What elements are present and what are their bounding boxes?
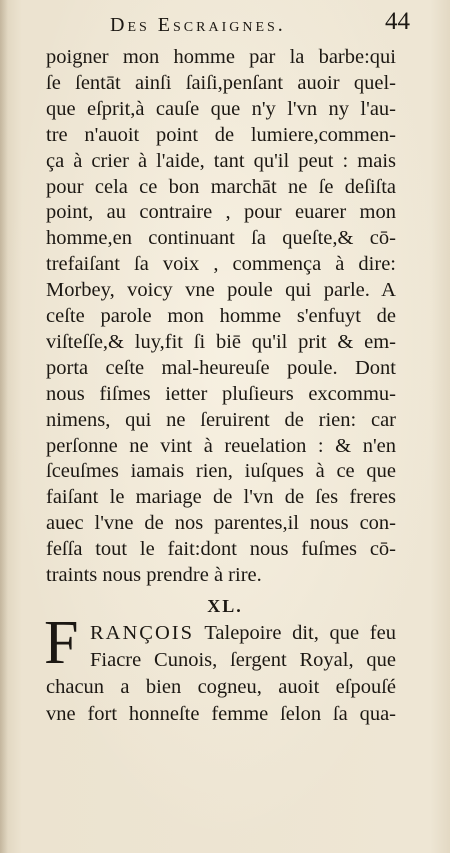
body-line: trefaiſant ſa voix , commença à dire: [46, 253, 396, 276]
page-number: 44 [385, 8, 410, 35]
section-opening-small-caps: RANÇOIS [90, 622, 194, 644]
running-head [110, 4, 410, 38]
section-line: Fiacre Cunois, ſergent Royal, que [90, 649, 396, 671]
body-line: que eſprit,à cauſe que n'y l'vn ny l'au- [46, 97, 396, 120]
body-line: ça à crier à l'aide, tant qu'il peut : mais [46, 149, 396, 172]
section-line-first [90, 620, 396, 647]
body-line: faiſant le mariage de l'vn de ſes freres [46, 486, 396, 509]
body-line: ceſte parole mon homme s'enfuyt de [46, 305, 396, 327]
body-line: tre n'auoit point de lumiere,commen- [46, 123, 396, 146]
body-line: homme,en continuant ſa queſte,& cō- [46, 227, 396, 250]
body-line: perſonne ne vint à reuelation : & n'en [46, 434, 396, 457]
section-number: XL. [207, 596, 243, 616]
body-line: nous fiſmes ietter pluſieurs excommu- [46, 382, 396, 405]
body-line: nimens, qui ne ſeruirent de rien: car [46, 408, 396, 431]
body-line: feſſa tout le fait:dont nous fuſmes cō- [46, 538, 396, 561]
body-line: point, au contraire , pour euarer mon [46, 201, 396, 224]
section-line: chacun a bien cogneu, auoit eſpouſé [46, 676, 396, 698]
body-line: viſteſſe,& luy,fit ſi biē qu'il prit & em- [46, 330, 396, 353]
section-line-text: Talepoire dit, que feu [204, 622, 396, 644]
body-line: ſe ſentāt ainſi ſaiſi,penſant auoir quel- [46, 71, 396, 94]
body-line: auec l'vne de nos parentes,il nous con- [46, 512, 396, 535]
body-line: ſceuſmes iamais rien, iuſques à ce que [46, 460, 396, 483]
body-line: poigner mon homme par la barbe:qui [46, 46, 396, 68]
body-line: pour cela ce bon marchāt ne ſe deſiſta [46, 175, 396, 198]
section-line: vne fort honneſte femme ſelon ſa qua- [46, 703, 396, 725]
drop-cap: F [44, 609, 79, 677]
body-line: porta ceſte mal-heureuſe poule. Dont [46, 356, 396, 379]
body-line: traints nous prendre à rire. [46, 564, 262, 586]
gutter-shadow [0, 0, 8, 853]
running-head-title: Des Escraignes. [110, 14, 286, 36]
body-line: Morbey, voicy vne poule qui parle. A [46, 279, 396, 302]
